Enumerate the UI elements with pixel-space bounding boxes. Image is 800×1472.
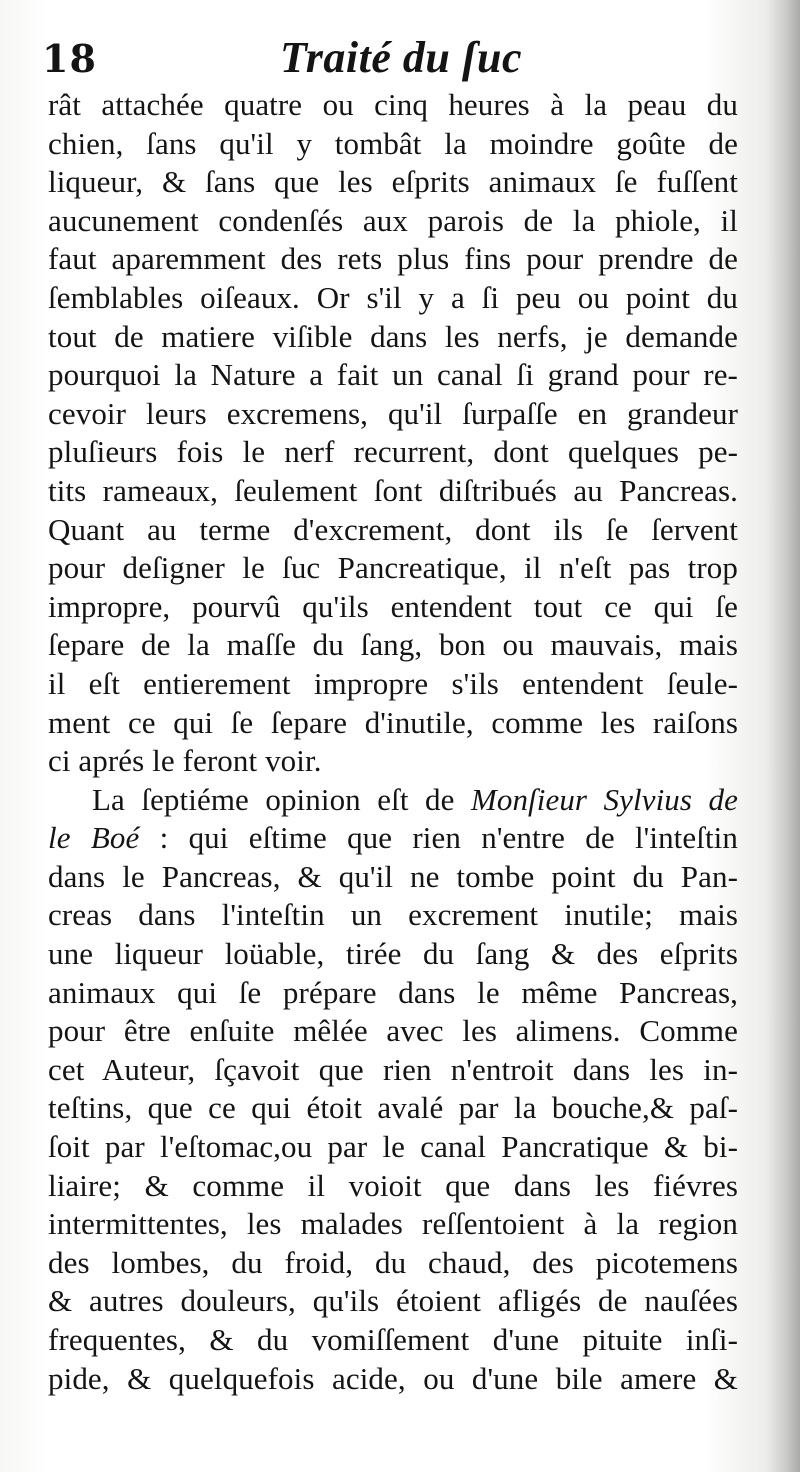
text-line: teſtins, que ce qui étoit avalé par la bouche,& paſ- xyxy=(48,1090,738,1126)
text-line: tits rameaux, ſeulement ſont diſtribués au Pancreas. xyxy=(48,472,738,508)
text-line xyxy=(48,819,738,858)
text-line: & autres douleurs, qu'ils étoient afligés de nauſées xyxy=(48,1283,738,1319)
text-line: Quant au terme d'excrement, dont ils ſe ſervent xyxy=(48,511,738,547)
text-line: il eſt entierement impropre s'ils entendent ſeule- xyxy=(48,665,738,701)
text-line: impropre, pourvû qu'ils entendent tout ce qui ſe xyxy=(48,588,738,624)
text-line: des lombes, du froid, du chaud, des picotemens xyxy=(48,1244,738,1280)
body-text xyxy=(48,86,738,1398)
text-line: liqueur, & ſans que les eſprits animaux ſe fuſſent xyxy=(48,164,738,200)
text-line: ſemblables oiſeaux. Or s'il y a ſi peu ou point du xyxy=(48,279,738,315)
text-line: pour deſigner le ſuc Pancreatique, il n'eſt pas trop xyxy=(48,550,738,586)
text-line: ment ce qui ſe ſepare d'inutile, comme les raiſons xyxy=(48,704,738,740)
text-line: une liqueur loüable, tirée du ſang & des eſprits xyxy=(48,936,738,972)
text-line: animaux qui ſe prépare dans le même Pancreas, xyxy=(48,974,738,1010)
text-line: rât attachée quatre ou cinq heures à la peau du xyxy=(48,87,738,122)
text-line: pourquoi la Nature a fait un canal ſi grand pour re- xyxy=(48,357,738,393)
text-line: creas dans l'inteſtin un excrement inutile; mais xyxy=(48,897,738,933)
text-line: intermittentes, les malades reſſentoient à la region xyxy=(48,1206,738,1242)
page-number: 18 xyxy=(42,36,97,81)
text-line: pour être enſuite mêlée avec les alimens. Comme xyxy=(48,1013,738,1049)
text-line: tout de matiere viſible dans les nerfs, je demande xyxy=(48,318,738,354)
text-line: aucunement condenſés aux parois de la phiole, il xyxy=(48,202,738,238)
running-head xyxy=(40,30,740,90)
running-title: Traité du ſuc xyxy=(280,33,522,82)
author-name-italic-continued: le Boé xyxy=(48,820,140,856)
text-line: liaire; & comme il voioit que dans les fiévres xyxy=(48,1167,738,1203)
text-line: chien, ſans qu'il y tombât la moindre goûte de xyxy=(48,125,738,161)
text-line: cevoir leurs excremens, qu'il ſurpaſſe en grandeur xyxy=(48,395,738,431)
text-line: frequentes, & du vomiſſement d'une pituite inſi- xyxy=(48,1322,738,1357)
text-line: cet Auteur, ſçavoit que rien n'entroit dans les in- xyxy=(48,1051,738,1087)
paragraph-first-line xyxy=(48,781,738,820)
text-line: pide, & quelquefois acide, ou d'une bile amere & xyxy=(48,1360,738,1396)
text-line: faut aparemment des rets plus fins pour prendre de xyxy=(48,241,738,277)
text-line: pluſieurs fois le nerf recurrent, dont quelques pe- xyxy=(48,434,738,470)
text-line: ci aprés le feront voir. xyxy=(48,743,322,779)
text-line: ſoit par l'eſtomac,ou par le canal Pancratique & bi- xyxy=(48,1129,738,1165)
paragraph-first-line-text: La ſeptiéme opinion eſt de xyxy=(92,781,471,817)
page-edge-shadow xyxy=(766,0,800,1472)
text-line-rest: : qui eſtime que rien n'entre de l'inteſtin xyxy=(159,820,738,856)
author-name-italic: Monſieur Sylvius de xyxy=(470,781,738,817)
text-line: ſepare de la maſſe du ſang, bon ou mauvais, mais xyxy=(48,627,738,663)
text-line: dans le Pancreas, & qu'il ne tombe point du Pan- xyxy=(48,858,738,894)
